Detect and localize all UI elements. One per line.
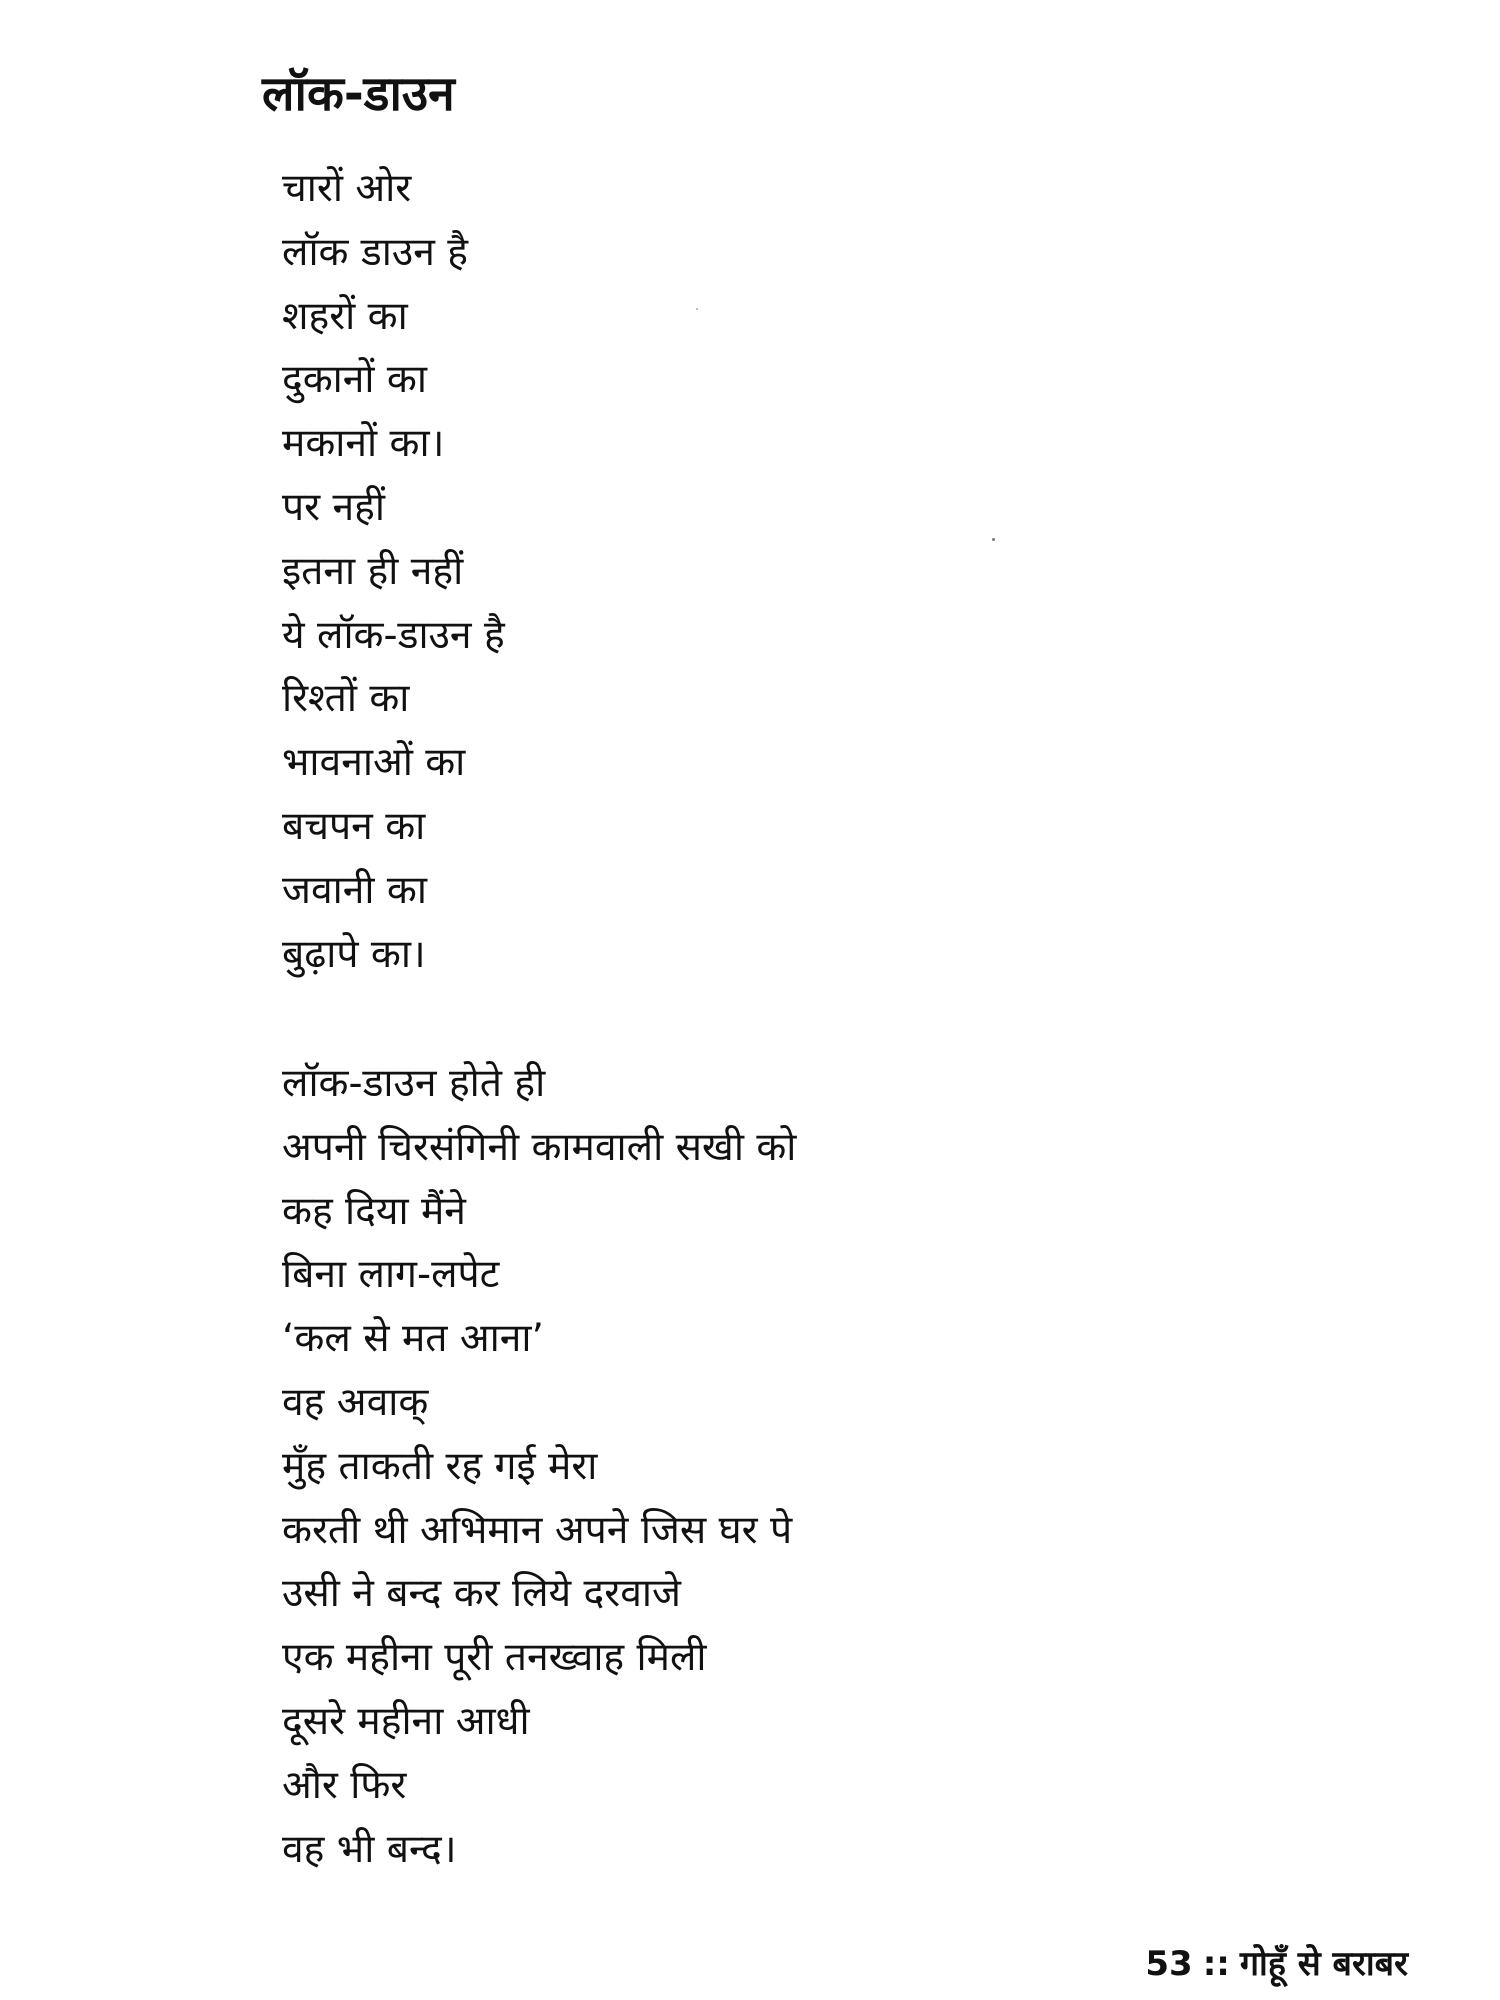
poem-line: रिश्तों का [282, 676, 410, 722]
footer-separator: :: [1202, 1944, 1230, 1984]
poem-line: अपनी चिरसंगिनी कामवाली सखी को [282, 1124, 797, 1170]
poem-line: उसी ने बन्द कर लिये दरवाजे [282, 1571, 681, 1617]
poem-line: ‘कल से मत आना’ [282, 1316, 544, 1362]
page-footer [1145, 1942, 1408, 1986]
poem-line: और फिर [282, 1762, 407, 1808]
poem-line: करती थी अभिमान अपने जिस घर पे [282, 1507, 793, 1553]
poem-stanza-2 [282, 1052, 796, 1881]
poem-line: लॉक डाउन है [282, 229, 468, 275]
poem-line: भावनाओं का [282, 740, 466, 786]
poem-line: वह भी बन्द। [282, 1826, 457, 1872]
poem-line: बचपन का [282, 803, 426, 849]
poem-line: पर नहीं [282, 484, 385, 530]
poem-line: कह दिया मैंने [282, 1188, 466, 1234]
scan-speck [992, 538, 995, 541]
poem-line: वह अवाक् [282, 1379, 429, 1425]
book-title: गोहूँ से बराबर [1239, 1944, 1408, 1984]
poem-line: बुढ़ापे का। [282, 931, 426, 977]
scan-speck [696, 308, 698, 310]
poem-line: बिना लाग-लपेट [282, 1252, 500, 1298]
poem-line: इतना ही नहीं [282, 548, 464, 594]
poem-line: शहरों का [282, 293, 408, 339]
poem-line: चारों ओर [282, 166, 412, 211]
poem-line: एक महीना पूरी तनख्वाह मिली [282, 1635, 707, 1681]
poem-line: मकानों का। [282, 421, 445, 467]
poem-stanza-1 [282, 157, 505, 986]
poem-line: दुकानों का [282, 357, 427, 403]
poem-line: ये लॉक-डाउन है [282, 612, 505, 658]
poem-line: मुँह ताकती रह गई मेरा [282, 1443, 598, 1489]
poem-line: लॉक-डाउन होते ही [282, 1061, 546, 1106]
poem-title: लॉक-डाउन [262, 66, 455, 123]
poem-line: जवानी का [282, 867, 427, 913]
page-number: 53 [1145, 1944, 1193, 1984]
poem-line: दूसरे महीना आधी [282, 1698, 530, 1744]
